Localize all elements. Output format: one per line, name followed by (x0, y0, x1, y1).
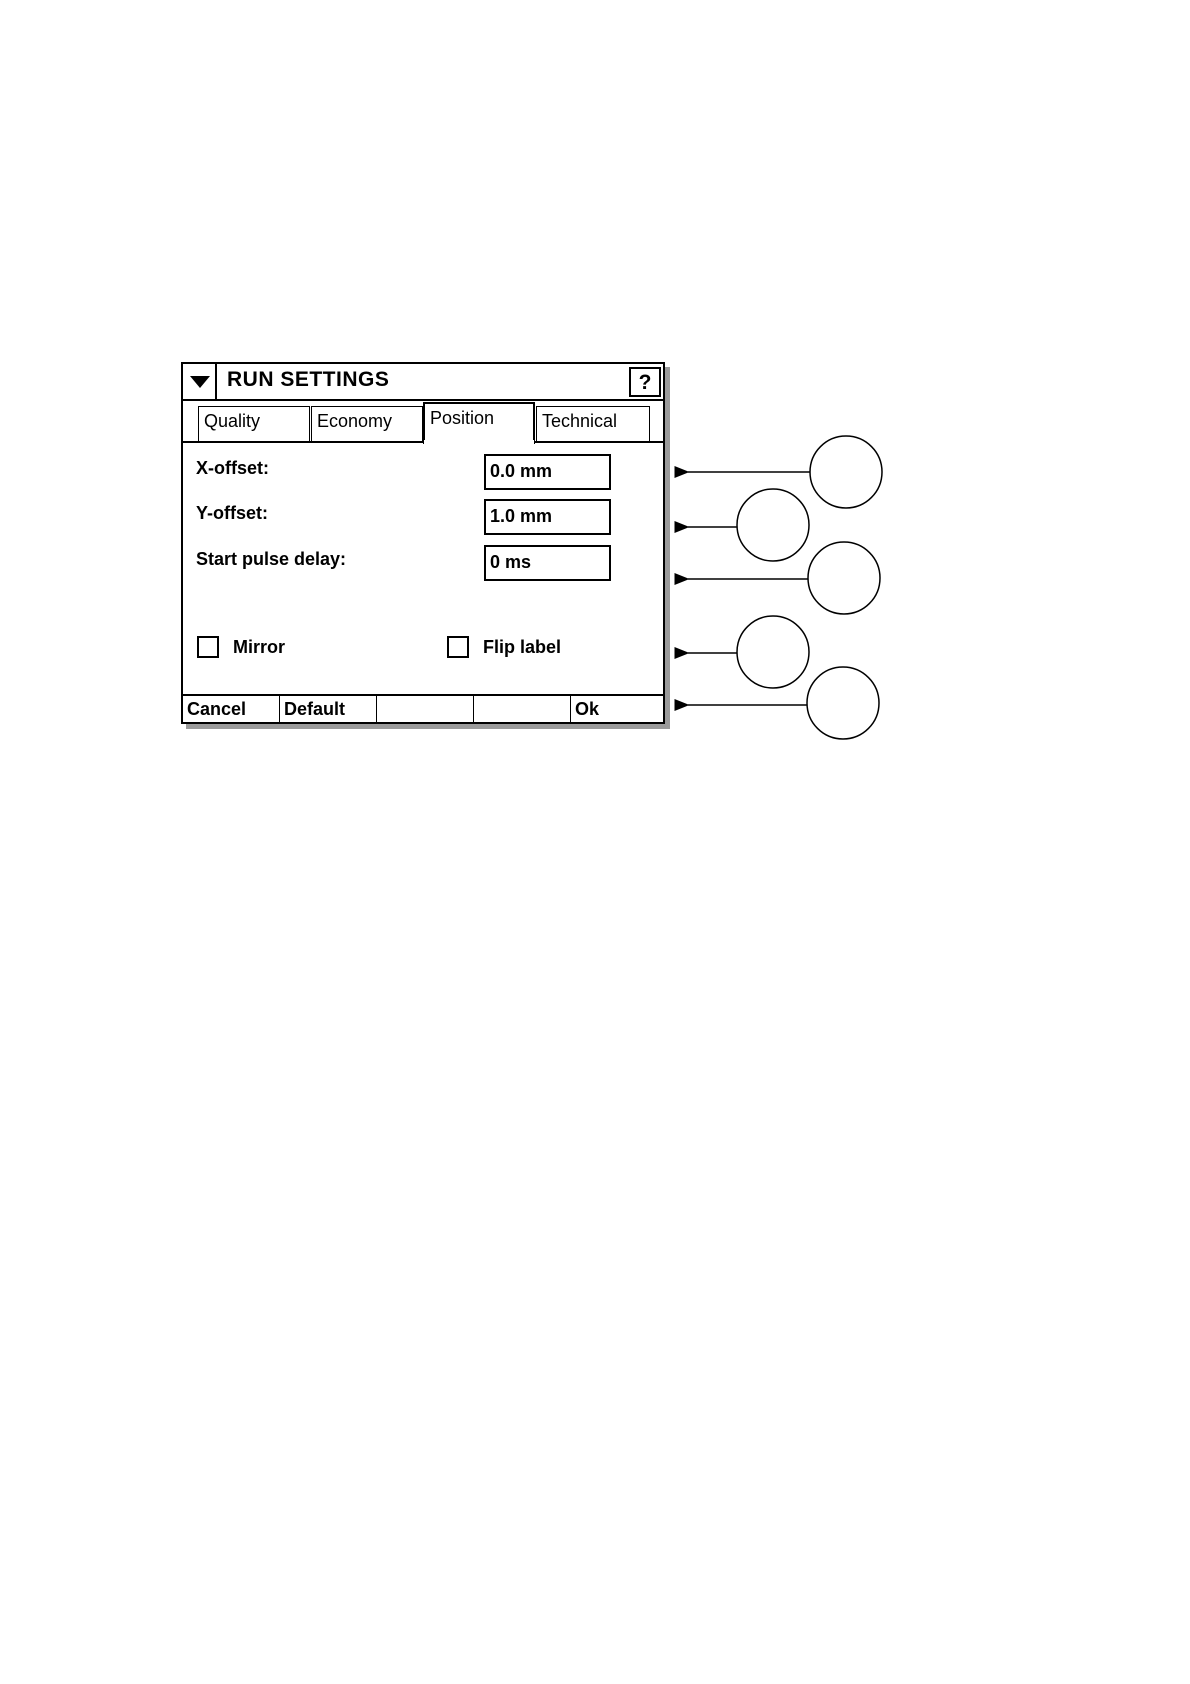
start-pulse-delay-field[interactable]: 0 ms (484, 545, 611, 581)
help-button[interactable]: ? (629, 367, 661, 397)
mirror-label[interactable]: Mirror (233, 637, 286, 657)
callout-4 (688, 616, 809, 688)
cancel-button[interactable]: Cancel (183, 696, 280, 724)
y-offset-label: Y-offset: (196, 503, 268, 523)
ok-button[interactable]: Ok (575, 699, 600, 719)
tab-economy[interactable]: Economy (311, 406, 423, 442)
callout-5 (688, 667, 879, 739)
default-button[interactable]: Default (280, 696, 377, 724)
dialog-title: RUN SETTINGS (227, 368, 390, 391)
start-pulse-delay-label: Start pulse delay: (196, 549, 347, 569)
callout-2 (688, 489, 809, 561)
x-offset-field[interactable]: 0.0 mm (484, 454, 611, 490)
y-offset-field[interactable]: 1.0 mm (484, 499, 611, 535)
x-offset-label: X-offset: (196, 458, 269, 478)
tab-position[interactable]: Position (423, 402, 535, 444)
tab-technical[interactable]: Technical (536, 406, 650, 442)
callout-1 (688, 436, 882, 508)
flip-label-label[interactable]: Flip label (483, 637, 562, 657)
tab-quality[interactable]: Quality (198, 406, 310, 442)
callout-3 (688, 542, 880, 614)
